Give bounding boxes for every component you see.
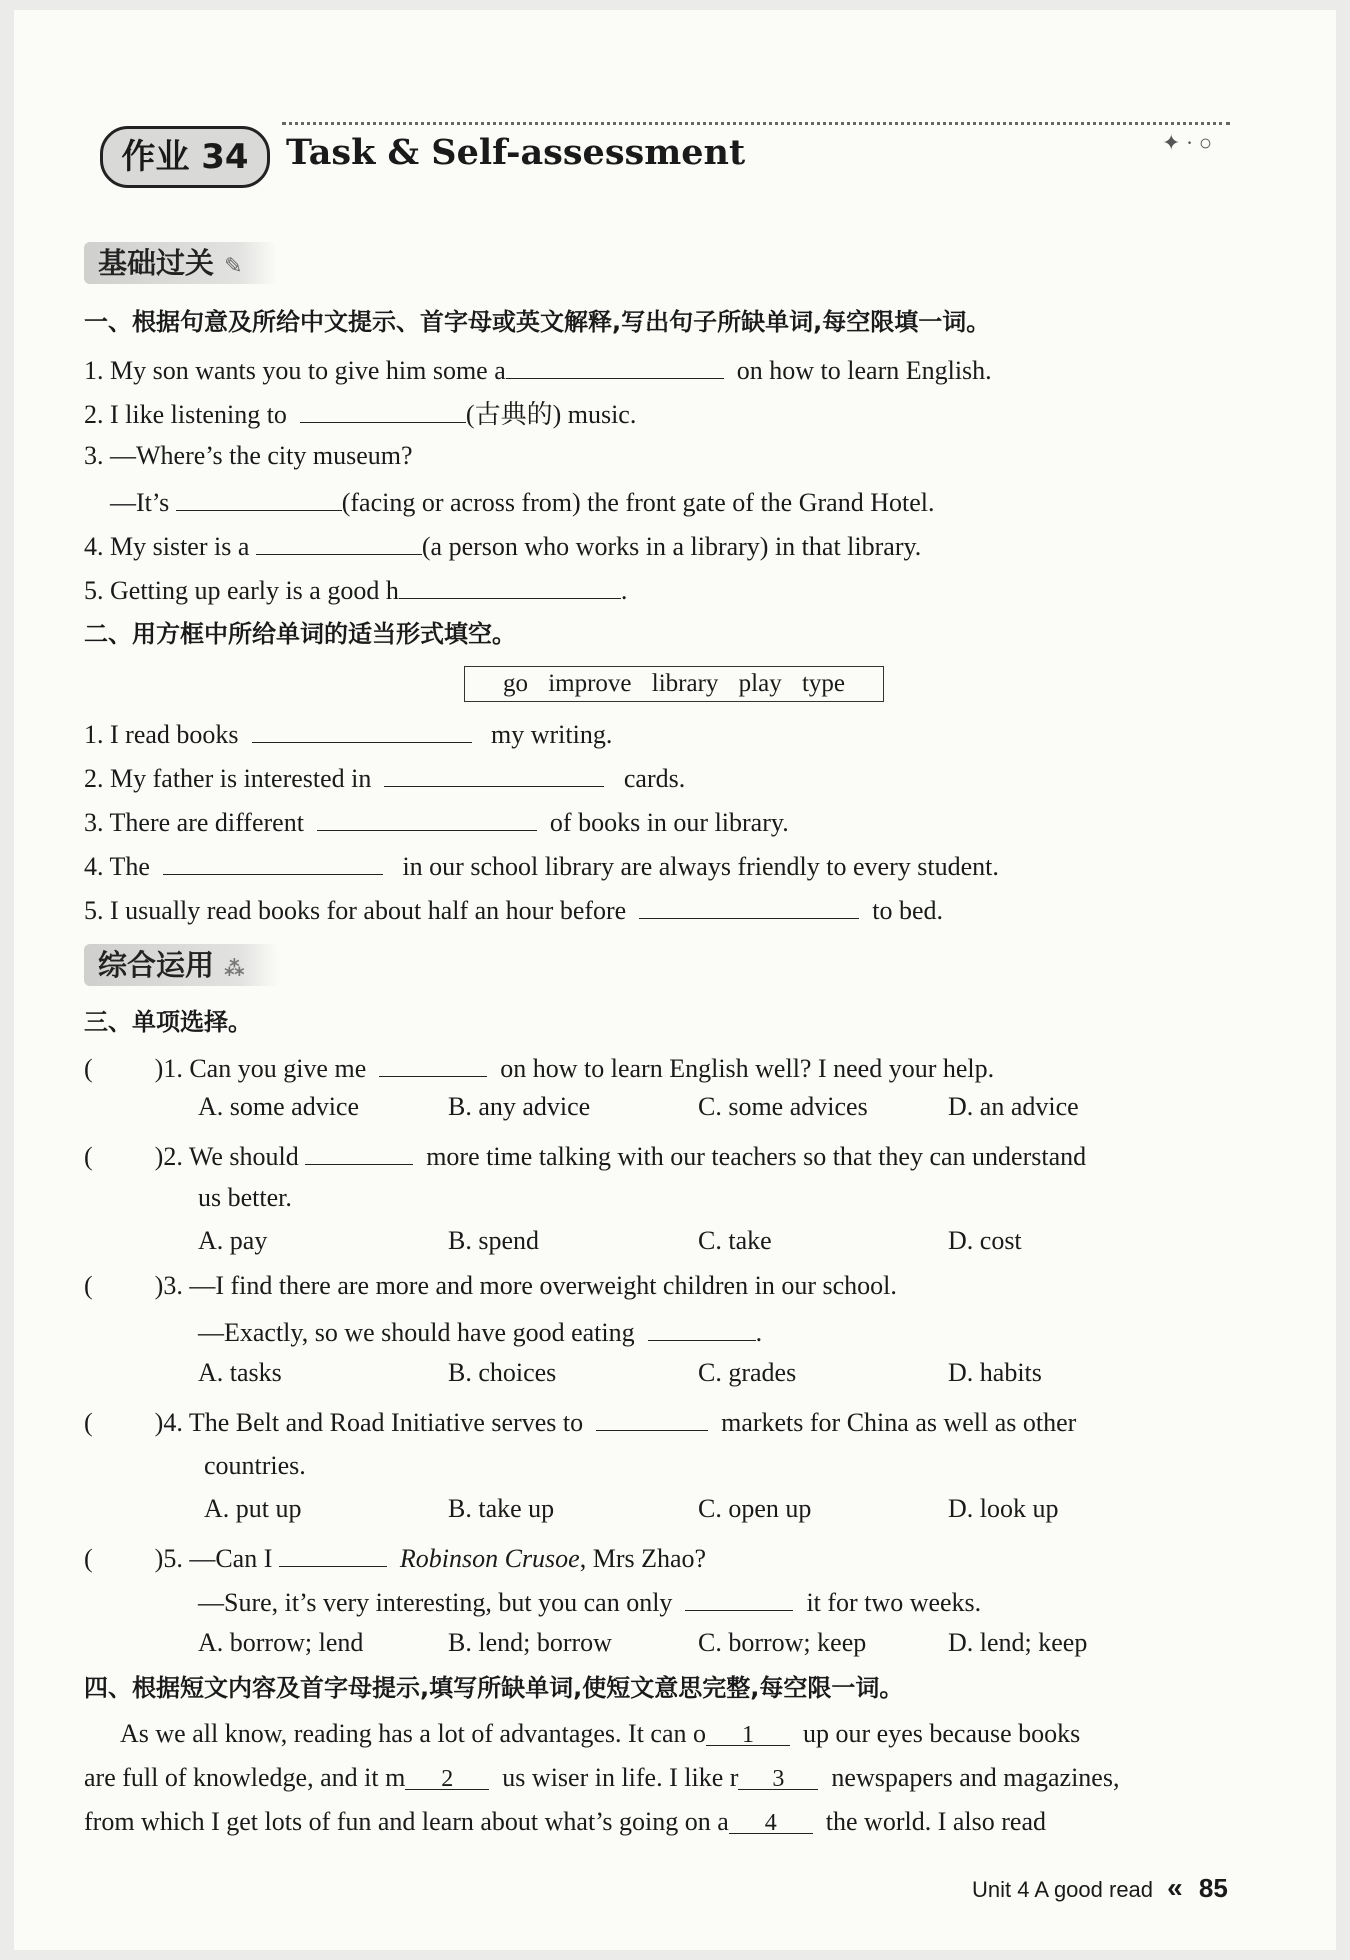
part1-heading: 一、根据句意及所给中文提示、首字母或英文解释,写出句子所缺单词,每空限填一词。 bbox=[84, 308, 991, 336]
mcq-3-option-c[interactable]: C. grades bbox=[698, 1358, 797, 1387]
answer-paren[interactable]: ( bbox=[84, 1544, 93, 1573]
assignment-badge: 作业 34 bbox=[100, 126, 270, 188]
answer-paren[interactable]: ( bbox=[84, 1054, 93, 1083]
sparkle-icon: ⁂ bbox=[224, 956, 245, 980]
word-box: go improve library play type bbox=[464, 666, 884, 702]
answer-blank[interactable] bbox=[279, 1540, 387, 1567]
answer-paren[interactable]: ( bbox=[84, 1142, 93, 1171]
mcq-1-option-d[interactable]: D. an advice bbox=[948, 1092, 1079, 1121]
mcq-2-option-c[interactable]: C. take bbox=[698, 1226, 772, 1255]
mcq-1-option-c[interactable]: C. some advices bbox=[698, 1092, 868, 1121]
mcq-1-option-b[interactable]: B. any advice bbox=[448, 1092, 591, 1121]
mcq-4: ( )4. The Belt and Road Initiative serves to markets for China as well as other bbox=[84, 1404, 1076, 1439]
mcq-1-option-a[interactable]: A. some advice bbox=[198, 1092, 360, 1121]
p1-q5: 5. Getting up early is a good h . bbox=[84, 572, 627, 607]
sparkle-icon: ✦ · ○ bbox=[1162, 130, 1213, 155]
answer-blank[interactable] bbox=[300, 396, 466, 423]
mcq-3-option-d[interactable]: D. habits bbox=[948, 1358, 1042, 1387]
mcq-4-option-b[interactable]: B. take up bbox=[448, 1494, 555, 1523]
mcq-3: ( )3. —I find there are more and more overweight children in our school. bbox=[84, 1271, 897, 1300]
mcq-4-option-d[interactable]: D. look up bbox=[948, 1494, 1059, 1523]
p1-q3-question: 3. —Where’s the city museum? bbox=[84, 441, 413, 470]
mcq-3-option-a[interactable]: A. tasks bbox=[198, 1358, 282, 1387]
passage-line-2: are full of knowledge, and it m 2 us wiser in life. I like r 3 newspapers and magazines, bbox=[84, 1763, 1120, 1792]
answer-blank-2[interactable]: 2 bbox=[405, 1763, 489, 1790]
mcq-5-option-c[interactable]: C. borrow; keep bbox=[698, 1628, 867, 1657]
answer-blank[interactable] bbox=[305, 1138, 413, 1165]
unit-label: Unit 4 A good read bbox=[972, 1877, 1154, 1902]
answer-blank[interactable] bbox=[639, 892, 859, 919]
p2-q5: 5. I usually read books for about half an hour before to bed. bbox=[84, 892, 943, 927]
answer-blank[interactable] bbox=[685, 1584, 793, 1611]
answer-blank[interactable] bbox=[163, 848, 383, 875]
answer-blank-3[interactable]: 3 bbox=[738, 1763, 818, 1790]
mcq-2-option-b[interactable]: B. spend bbox=[448, 1226, 539, 1255]
answer-blank-4[interactable]: 4 bbox=[729, 1807, 813, 1834]
passage-line-3: from which I get lots of fun and learn about what’s going on a 4 the world. I also read bbox=[84, 1807, 1046, 1836]
mcq-5: ( )5. —Can I Robinson Crusoe, Mrs Zhao? bbox=[84, 1540, 706, 1575]
answer-blank[interactable] bbox=[506, 352, 724, 379]
answer-blank[interactable] bbox=[176, 484, 342, 511]
section-label-comprehensive: 综合运用 ⁂ bbox=[84, 944, 279, 986]
header-dotted-line bbox=[282, 122, 1230, 125]
part2-heading: 二、用方框中所给单词的适当形式填空。 bbox=[84, 620, 516, 648]
answer-blank-1[interactable]: 1 bbox=[706, 1719, 790, 1746]
mcq-4-cont: countries. bbox=[204, 1451, 306, 1480]
mcq-5-option-d[interactable]: D. lend; keep bbox=[948, 1628, 1088, 1657]
book-title: Robinson Crusoe bbox=[399, 1544, 580, 1573]
mcq-4-option-a[interactable]: A. put up bbox=[204, 1494, 302, 1523]
p2-q2: 2. My father is interested in cards. bbox=[84, 760, 685, 795]
double-chevron-icon: « bbox=[1167, 1872, 1183, 1903]
part4-heading: 四、根据短文内容及首字母提示,填写所缺单词,使短文意思完整,每空限一词。 bbox=[84, 1674, 904, 1702]
answer-blank[interactable] bbox=[256, 528, 422, 555]
answer-paren[interactable]: ( bbox=[84, 1271, 93, 1300]
answer-blank[interactable] bbox=[384, 760, 604, 787]
pencil-icon: ✎ bbox=[224, 254, 243, 279]
answer-paren[interactable]: ( bbox=[84, 1408, 93, 1437]
part3-heading: 三、单项选择。 bbox=[84, 1008, 252, 1036]
answer-blank[interactable] bbox=[596, 1404, 708, 1431]
p1-q1: 1. My son wants you to give him some a on how to learn English. bbox=[84, 352, 992, 387]
p2-q3: 3. There are different of books in our library. bbox=[84, 804, 789, 839]
mcq-1: ( )1. Can you give me on how to learn English well? I need your help. bbox=[84, 1050, 994, 1085]
mcq-3-option-b[interactable]: B. choices bbox=[448, 1358, 557, 1387]
p1-q2: 2. I like listening to (古典的) music. bbox=[84, 396, 636, 431]
page-title: Task & Self-assessment bbox=[286, 132, 746, 173]
answer-blank[interactable] bbox=[252, 716, 472, 743]
mcq-5-option-b[interactable]: B. lend; borrow bbox=[448, 1628, 612, 1657]
passage-line-1: As we all know, reading has a lot of advantages. It can o 1 up our eyes because books bbox=[120, 1719, 1081, 1748]
workbook-page bbox=[14, 10, 1336, 1950]
mcq-5-cont: —Sure, it’s very interesting, but you can only it for two weeks. bbox=[198, 1584, 981, 1619]
mcq-3-cont: —Exactly, so we should have good eating . bbox=[198, 1314, 762, 1349]
answer-blank[interactable] bbox=[317, 804, 537, 831]
page-footer bbox=[972, 1872, 1228, 1904]
p2-q4: 4. The in our school library are always friendly to every student. bbox=[84, 848, 999, 883]
p2-q1: 1. I read books my writing. bbox=[84, 716, 612, 751]
answer-blank[interactable] bbox=[399, 572, 621, 599]
p1-q4: 4. My sister is a (a person who works in a library) in that library. bbox=[84, 528, 921, 563]
mcq-2-option-d[interactable]: D. cost bbox=[948, 1226, 1022, 1255]
answer-blank[interactable] bbox=[648, 1314, 756, 1341]
mcq-2-option-a[interactable]: A. pay bbox=[198, 1226, 268, 1255]
mcq-4-option-c[interactable]: C. open up bbox=[698, 1494, 812, 1523]
mcq-2-cont: us better. bbox=[198, 1183, 292, 1212]
page-number: 85 bbox=[1198, 1873, 1228, 1903]
answer-blank[interactable] bbox=[379, 1050, 487, 1077]
mcq-2: ( )2. We should more time talking with our teachers so that they can understand bbox=[84, 1138, 1086, 1173]
p1-q3-answer: —It’s (facing or across from) the front gate of the Grand Hotel. bbox=[110, 484, 934, 519]
section-label-basics: 基础过关 ✎ bbox=[84, 242, 277, 284]
mcq-5-option-a[interactable]: A. borrow; lend bbox=[198, 1628, 364, 1657]
